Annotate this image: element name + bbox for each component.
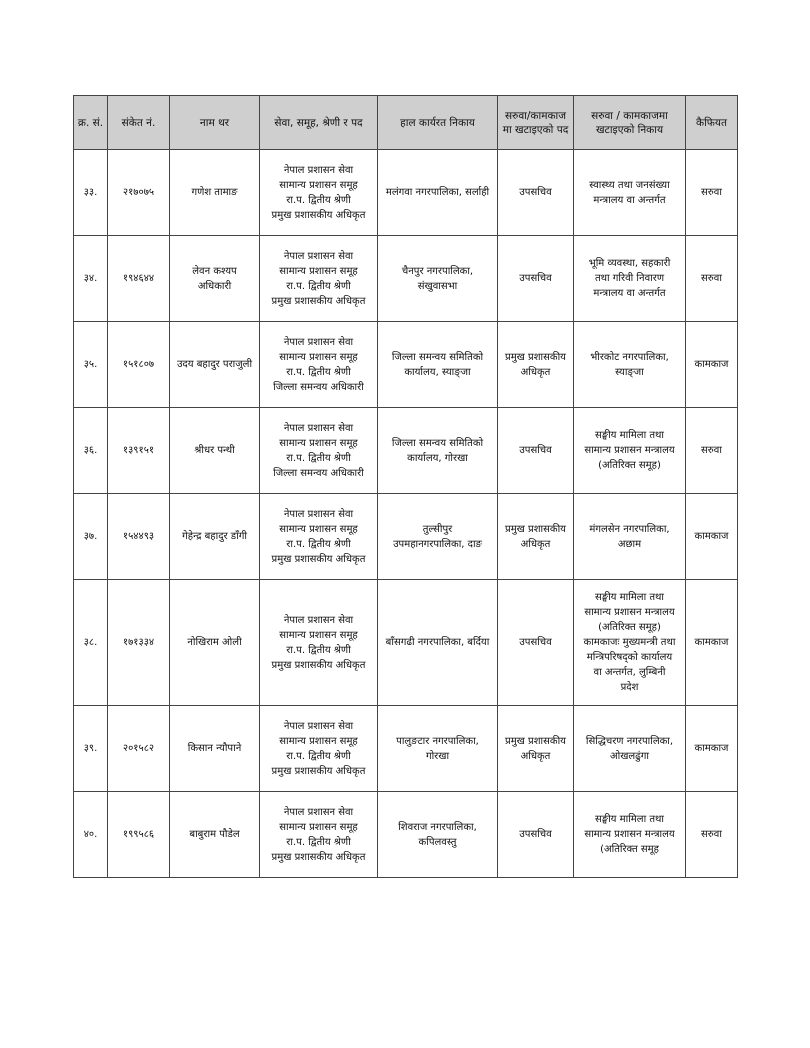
cell-assigned-office: सङ्घीय मामिला तथा सामान्य प्रशासन मन्त्रालय (अतिरिक्त समूह) कामकाजः मुख्यमन्त्री तथा मन्त्रिपरिषद्को कार्यालय वा अन्तर्गत, लुम्बिनी प्रदेश — [574, 580, 686, 706]
cell-code: २०१५८२ — [108, 706, 170, 792]
cell-assigned-post: प्रमुख प्रशासकीय अधिकृत — [498, 322, 574, 408]
cell-current-office: चैनपुर नगरपालिका, संखुवासभा — [378, 236, 498, 322]
cell-service: नेपाल प्रशासन सेवा सामान्य प्रशासन समूह रा.प. द्वितीय श्रेणी प्रमुख प्रशासकीय अधिकृत — [260, 706, 378, 792]
cell-name: गणेश तामाङ — [170, 150, 260, 236]
cell-remarks: सरुवा — [686, 792, 738, 878]
table-row — [74, 322, 738, 408]
cell-assigned-post: उपसचिव — [498, 236, 574, 322]
cell-remarks: सरुवा — [686, 408, 738, 494]
table-row — [74, 706, 738, 792]
cell-assigned-office: भूमि व्यवस्था, सहकारी तथा गरिवी निवारण मन्त्रालय वा अन्तर्गत — [574, 236, 686, 322]
cell-service: नेपाल प्रशासन सेवा सामान्य प्रशासन समूह रा.प. द्वितीय श्रेणी प्रमुख प्रशासकीय अधिकृत — [260, 150, 378, 236]
cell-assigned-post: उपसचिव — [498, 792, 574, 878]
cell-assigned-office: स्वास्थ्य तथा जनसंख्या मन्त्रालय वा अन्तर्गत — [574, 150, 686, 236]
cell-code: १९९५८६ — [108, 792, 170, 878]
header-serial: क्र. सं. — [74, 96, 108, 150]
cell-current-office: तुल्सीपुर उपमहानगरपालिका, दाङ — [378, 494, 498, 580]
table-header-row — [74, 96, 738, 150]
cell-code: १७१३३४ — [108, 580, 170, 706]
cell-assigned-post: प्रमुख प्रशासकीय अधिकृत — [498, 706, 574, 792]
header-remarks: कैफियत — [686, 96, 738, 150]
header-assigned-office: सरुवा / कामकाजमा खटाइएको निकाय — [574, 96, 686, 150]
cell-assigned-post: उपसचिव — [498, 408, 574, 494]
cell-current-office: पालुङटार नगरपालिका, गोरखा — [378, 706, 498, 792]
cell-remarks: कामकाज — [686, 494, 738, 580]
header-name: नाम थर — [170, 96, 260, 150]
cell-name: गेहेन्द्र बहादुर डाँगी — [170, 494, 260, 580]
cell-assigned-office: सङ्घीय मामिला तथा सामान्य प्रशासन मन्त्रालय (अतिरिक्त समूह — [574, 792, 686, 878]
cell-current-office: जिल्ला समन्वय समितिको कार्यालय, गोरखा — [378, 408, 498, 494]
cell-serial: ३७. — [74, 494, 108, 580]
cell-serial: ३९. — [74, 706, 108, 792]
cell-current-office: शिवराज नगरपालिका, कपिलवस्तु — [378, 792, 498, 878]
table-row — [74, 150, 738, 236]
transfer-table — [73, 95, 738, 878]
cell-name: नोखिराम ओली — [170, 580, 260, 706]
cell-serial: ३४. — [74, 236, 108, 322]
cell-service: नेपाल प्रशासन सेवा सामान्य प्रशासन समूह रा.प. द्वितीय श्रेणी प्रमुख प्रशासकीय अधिकृत — [260, 494, 378, 580]
cell-serial: ३८. — [74, 580, 108, 706]
cell-service: नेपाल प्रशासन सेवा सामान्य प्रशासन समूह रा.प. द्वितीय श्रेणी जिल्ला समन्वय अधिकारी — [260, 322, 378, 408]
cell-code: १५१८०७ — [108, 322, 170, 408]
cell-remarks: कामकाज — [686, 580, 738, 706]
cell-remarks: सरुवा — [686, 150, 738, 236]
cell-name: उदय बहादुर पराजुली — [170, 322, 260, 408]
cell-assigned-post: उपसचिव — [498, 150, 574, 236]
cell-remarks: सरुवा — [686, 236, 738, 322]
cell-current-office: बाँसगढी नगरपालिका, बर्दिया — [378, 580, 498, 706]
cell-serial: ३६. — [74, 408, 108, 494]
table-row — [74, 236, 738, 322]
header-current-office: हाल कार्यरत निकाय — [378, 96, 498, 150]
table-row — [74, 408, 738, 494]
cell-name: श्रीधर पन्थी — [170, 408, 260, 494]
cell-remarks: कामकाज — [686, 706, 738, 792]
cell-remarks: कामकाज — [686, 322, 738, 408]
cell-assigned-office: सङ्घीय मामिला तथा सामान्य प्रशासन मन्त्रालय (अतिरिक्त समूह) — [574, 408, 686, 494]
header-code: संकेत नं. — [108, 96, 170, 150]
cell-code: २१७०७५ — [108, 150, 170, 236]
cell-code: १३९१५१ — [108, 408, 170, 494]
table-row — [74, 494, 738, 580]
cell-code: १९४६४४ — [108, 236, 170, 322]
header-assigned-post: सरुवा/कामकाज मा खटाइएको पद — [498, 96, 574, 150]
cell-service: नेपाल प्रशासन सेवा सामान्य प्रशासन समूह रा.प. द्वितीय श्रेणी जिल्ला समन्वय अधिकारी — [260, 408, 378, 494]
cell-assigned-office: सिद्धिचरण नगरपालिका, ओखलढुंगा — [574, 706, 686, 792]
cell-serial: ४०. — [74, 792, 108, 878]
cell-serial: ३३. — [74, 150, 108, 236]
cell-assigned-office: मंगलसेन नगरपालिका, अछाम — [574, 494, 686, 580]
cell-service: नेपाल प्रशासन सेवा सामान्य प्रशासन समूह रा.प. द्वितीय श्रेणी प्रमुख प्रशासकीय अधिकृत — [260, 236, 378, 322]
cell-assigned-office: भीरकोट नगरपालिका, स्याङ्जा — [574, 322, 686, 408]
cell-code: १५४४९३ — [108, 494, 170, 580]
cell-current-office: जिल्ला समन्वय समितिको कार्यालय, स्याङ्जा — [378, 322, 498, 408]
cell-service: नेपाल प्रशासन सेवा सामान्य प्रशासन समूह रा.प. द्वितीय श्रेणी प्रमुख प्रशासकीय अधिकृत — [260, 792, 378, 878]
table-row — [74, 792, 738, 878]
document-page — [73, 95, 738, 878]
cell-serial: ३५. — [74, 322, 108, 408]
cell-name: बाबुराम पौडेल — [170, 792, 260, 878]
header-service: सेवा, समूह, श्रेणी र पद — [260, 96, 378, 150]
cell-assigned-post: प्रमुख प्रशासकीय अधिकृत — [498, 494, 574, 580]
table-row — [74, 580, 738, 706]
cell-current-office: मलंगवा नगरपालिका, सर्लाही — [378, 150, 498, 236]
cell-service: नेपाल प्रशासन सेवा सामान्य प्रशासन समूह रा.प. द्वितीय श्रेणी प्रमुख प्रशासकीय अधिकृत — [260, 580, 378, 706]
cell-name: लेवन कश्यप अधिकारी — [170, 236, 260, 322]
cell-name: किसान न्यौपाने — [170, 706, 260, 792]
cell-assigned-post: उपसचिव — [498, 580, 574, 706]
